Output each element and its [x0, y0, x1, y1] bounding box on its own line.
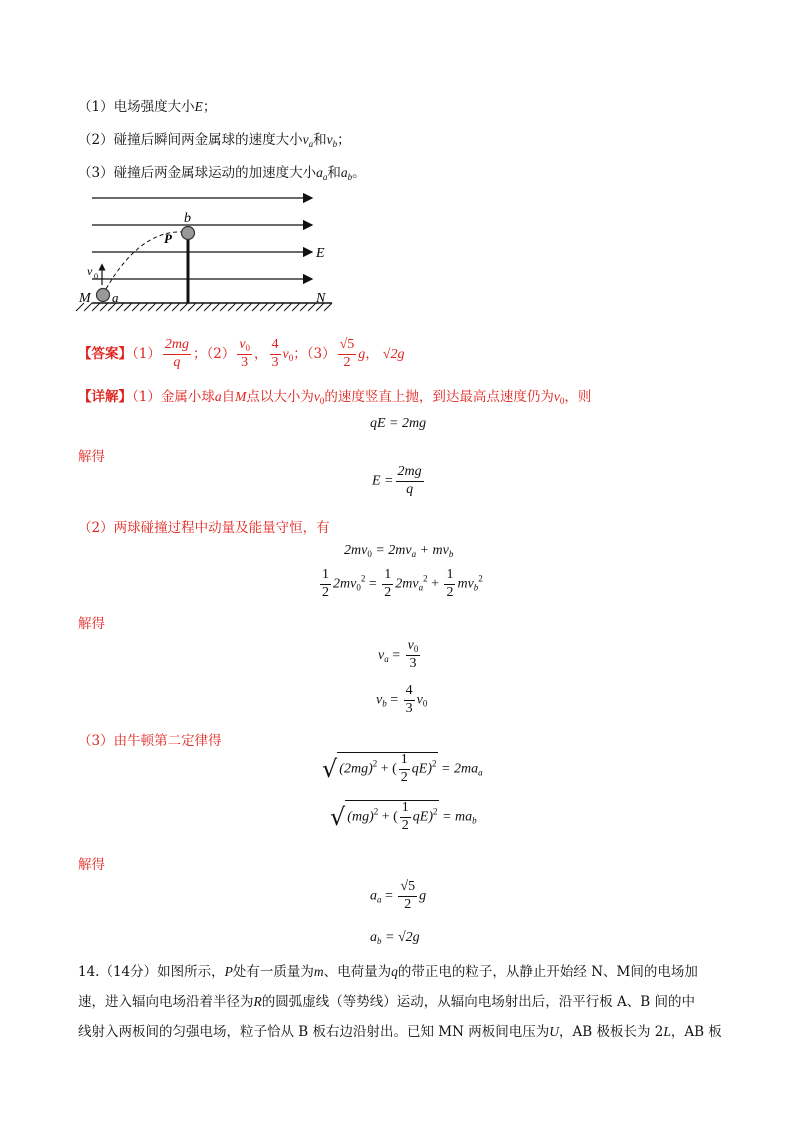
- label-v0: v: [87, 264, 93, 278]
- label-b: b: [184, 211, 191, 226]
- equation-9: $a_a$ = $\frac{√5}{2}$ g: [370, 879, 427, 912]
- equation-2: E = $\frac{2mg}{q}$: [372, 464, 422, 497]
- detail-line-2: （2）两球碰撞过程中动量及能量守恒，有: [78, 520, 330, 536]
- equation-8: √ (mg)$^2$ + ( $\frac{1}{2}$ $qE)^2 = ma_b$: [330, 800, 477, 833]
- question-1: （1）电场强度大小E；: [78, 99, 217, 115]
- label-M: M: [79, 291, 91, 306]
- label-a: a: [112, 290, 119, 305]
- equation-5: $v_a$ = $\frac{v_0}{3}$: [378, 638, 419, 672]
- physics-diagram: [70, 185, 340, 320]
- problem-14: 14.（14分）如图所示，P处有一质量为m、电荷量为q的带正电的粒子，从静止开始经 N、M间的电场加 速，进入辐向电场沿着半径为R的圆弧虚线（等势线）运动，从辐向电场射出后，沿平行板 A、B 间的中 线射入两板间的匀强电场，粒子恰从 B 板右边沿射出。已知 MN 两板间电压为U，AB 极板长为 2L，AB 板: [78, 964, 722, 1040]
- question-2: （2）碰撞后瞬间两金属球的速度大小$v_a$和$v_b$；: [78, 132, 351, 149]
- detail-line-3: （3）由牛顿第二定律得: [78, 733, 222, 749]
- detail-line-1: 【详解】（1）金属小球a自M点以大小为$v_0$的速度竖直上抛，到达最高点速度仍为$v_0$，则: [78, 389, 592, 406]
- question-3: （3）碰撞后两金属球运动的加速度大小$a_a$和$a_b$。: [78, 165, 366, 182]
- label-P: P: [164, 231, 172, 246]
- equation-3: $2mv_0 = 2mv_a + mv_b$: [344, 543, 454, 559]
- solve-label-3: 解得: [78, 857, 105, 873]
- ball-b: [182, 227, 195, 240]
- ball-a: [97, 289, 110, 302]
- equation-7: √ $(2mg)^2$ + ( $\frac{1}{2}$ $qE)^2 = 2ma_a$: [322, 752, 483, 785]
- equation-6: $v_b$ = $\frac{4}{3}$ $v_0$: [376, 683, 428, 716]
- equation-1: qE = 2mg: [370, 416, 427, 431]
- equation-4: $\frac{1}{2}$ $2mv_0^2$ = $\frac{1}{2}$ $2mv_a^2$ + $\frac{1}{2}$ $mv_b^2$: [322, 567, 483, 600]
- solve-label-2: 解得: [78, 616, 105, 632]
- equation-10: $a_b = √2g$: [370, 930, 420, 946]
- answer-line: 【答案】（1） $\frac{2mg}{q}$ ；（2） $\frac{v_0}{3}$ ， $\frac{4}{3}$ $v_0$；（3） $\frac{√5}{2}$ g， √2g: [78, 336, 405, 371]
- label-v0-sub: 0: [94, 272, 98, 281]
- label-E: E: [316, 246, 325, 261]
- label-N: N: [316, 291, 326, 306]
- solve-label-1: 解得: [78, 449, 105, 465]
